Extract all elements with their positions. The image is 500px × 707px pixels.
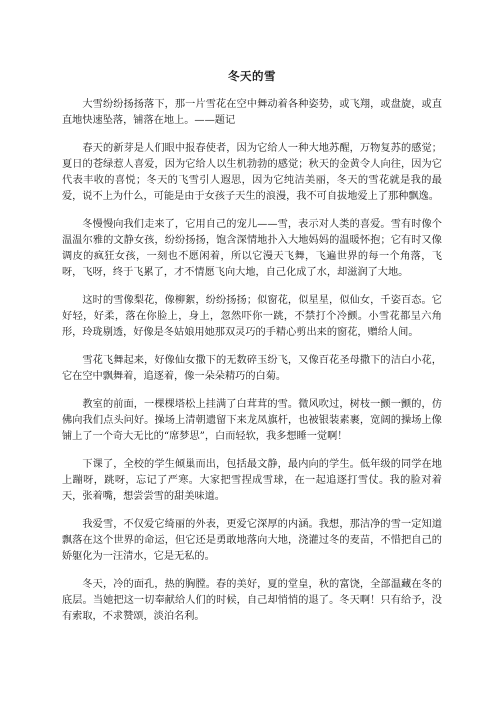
paragraph-5: 雪花飞舞起来，好像仙女撒下的无数碎玉纷飞，又像百花圣母撒下的洁白小花，它在空中飘舞着，追逐着，像一朵朵精巧的白菊。 (62, 355, 442, 382)
paragraph-7: 下课了，全校的学生倾巢而出，包括最文静，最内向的学生。低年级的同学在地上蹦呀，跳呀，忘记了严寒。大家把雪捏成雪球，在一起追逐打雪仗。我的脸对着天，张着嘴，想尝尝雪的甜美味道。 (62, 459, 442, 502)
paragraph-8: 我爱雪，不仅爱它绮丽的外表，更爱它深厚的内涵。我想，那洁净的雪一定知道飘落在这个世界的命运，但它还是勇敢地落向大地，浇灌过冬的麦苗，不惜把自己的娇躯化为一汪清水，它是无私的。 (62, 519, 442, 562)
paragraph-3: 冬慢慢向我们走来了，它用自己的宠儿——雪，表示对人类的喜爱。雪有时像个温温尔雅的文静女孩，纷纷扬扬，饱含深情地扑入大地妈妈的温暖怀抱；它有时又像调皮的疯狂女孩，一刻也不愿闲着，所以它漫天飞舞，飞遍世界的每一个角落，飞呀，飞呀，终于飞累了，才不情愿飞向大地，自己化成了水，却滋润了大地。 (62, 219, 442, 278)
paragraph-1: 大雪纷纷扬扬落下，那一片雪花在空中舞动着各种姿势，或飞翔，或盘旋，或直直地快速坠落，铺落在地上。——题记 (62, 99, 442, 126)
paragraph-2: 春天的新芽是人们眼中报春使者，因为它给人一种大地苏醒，万物复苏的感觉；夏日的苍绿惹人喜爱，因为它给人以生机勃勃的感觉；秋天的金黄令人向往，因为它代表丰收的喜悦；冬天的飞雪引人遐思，因为它纯洁美丽，冬天的雪花就是我的最爱，说不上为什么，可能是由于女孩子天生的浪漫，我不可自拔地爱上了那种飘逸。 (62, 143, 442, 202)
document-title: 冬天的雪 (228, 69, 276, 83)
paragraph-4: 这时的雪像梨花，像柳絮，纷纷扬扬；似窗花，似星星，似仙女，千姿百态。它好轻，好柔，落在你脸上，身上，忽然吓你一跳，不禁打个冷颤。小雪花都呈六角形，玲珑剔透，好像是冬姑娘用她那双灵巧的手精心剪出来的窗花，赠给人间。 (62, 295, 442, 338)
paragraph-9: 冬天，冷的面孔，热的胸膛。春的美好，夏的堂皇，秋的富饶，全部温藏在冬的底层。当她把这一切奉献给人们的时候，自己却悄悄的退了。冬天啊！只有给予，没有索取，不求赞颂，淡泊名利。 (62, 579, 442, 622)
paragraph-6: 教室的前面，一棵棵塔松上挂满了白茸茸的雪。微风吹过，树枝一颤一颤的，仿佛向我们点头问好。操场上清朝遗留下来龙凤旗杆，也被银装素裹，宽阔的操场上像铺上了一个奇大无比的“席梦思”，白而轻软，我多想睡一觉啊！ (62, 399, 442, 442)
